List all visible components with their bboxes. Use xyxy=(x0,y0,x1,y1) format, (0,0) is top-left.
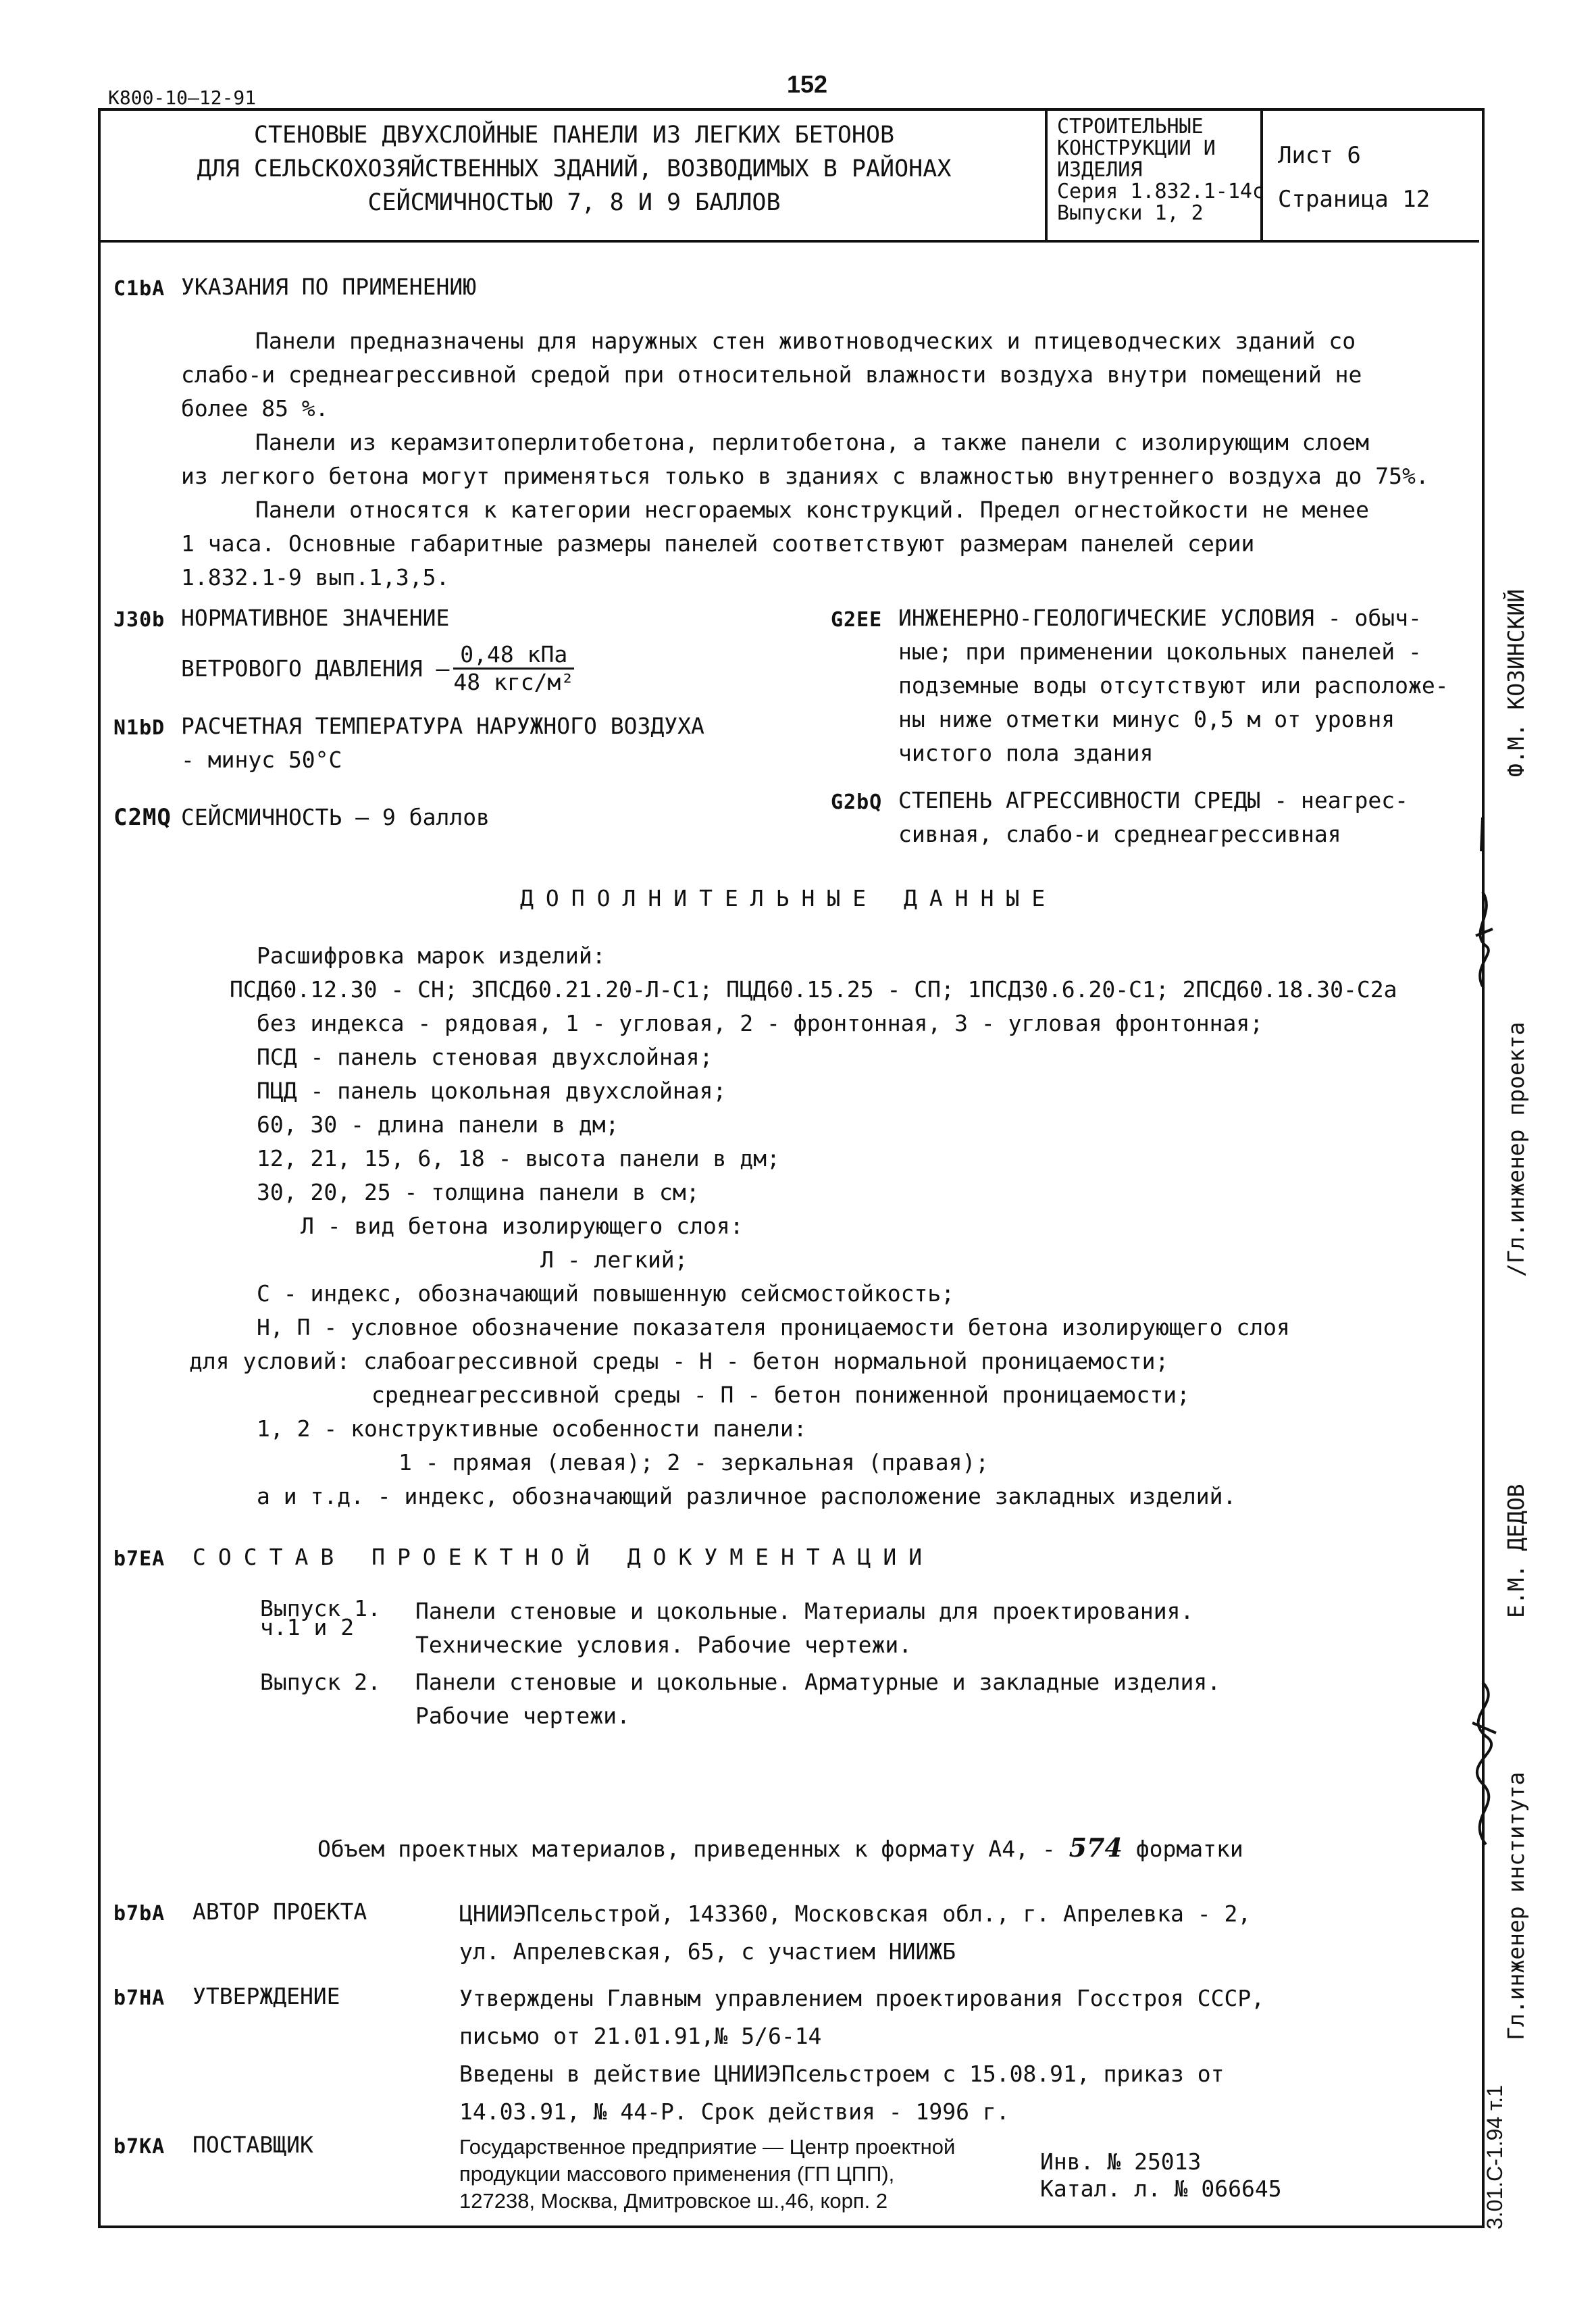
wind-code: J30b xyxy=(113,608,165,632)
section-heading: УКАЗАНИЯ ПО ПРИМЕНЕНИЮ xyxy=(181,274,477,300)
header-category-line: ИЗДЕЛИЯ xyxy=(1057,158,1143,182)
text-line: Панели относятся к категории несгораемых конструкций. Предел огнестойкости не менее xyxy=(255,497,1370,523)
aggressive-code: G2bQ xyxy=(831,790,883,814)
text-line: 30, 20, 25 - толщина панели в см; xyxy=(257,1179,700,1205)
wind-denominator: 48 кгс/м² xyxy=(453,669,575,695)
side-role-2: Гл.инженер института xyxy=(1503,1771,1529,2040)
wind-value xyxy=(181,642,578,695)
supplier-code: b7KA xyxy=(113,2135,165,2159)
text-line: СТЕПЕНЬ АГРЕССИВНОСТИ СРЕДЫ - неагрес- xyxy=(898,787,1408,813)
wind-fraction xyxy=(453,642,574,695)
text-line: 1 часа. Основные габаритные размеры панелей соответствуют размерам панелей серии xyxy=(181,530,1255,557)
approval-label: УТВЕРЖДЕНИЕ xyxy=(192,1983,340,2009)
catalog-number: Катал. л. № 066645 xyxy=(1040,2175,1282,2202)
signature-1 xyxy=(1462,811,1503,993)
text-line: ПСД60.12.30 - СН; 3ПСД60.21.20-Л-С1; ПЦД60.15.25 - СП; 1ПСД30.6.20-С1; 2ПСД60.18.30-С2а xyxy=(230,976,1397,1003)
text-line: ПСД - панель стеновая двухслойная; xyxy=(257,1044,713,1070)
issue-1-text xyxy=(415,1594,1193,1662)
text-line: Панели предназначены для наружных стен животноводческих и птицеводческих зданий со xyxy=(255,328,1356,354)
text-line: подземные воды отсутствуют или расположе- xyxy=(898,672,1449,699)
geology-text xyxy=(898,601,1449,770)
text-line: Панели стеновые и цокольные. Арматурные и закладные изделия. xyxy=(415,1669,1221,1695)
text-line: 60, 30 - длина панели в дм; xyxy=(257,1111,619,1138)
text-line: ПЦД - панель цокольная двухслойная; xyxy=(257,1078,727,1104)
text-line: Н, П - условное обозначение показателя проницаемости бетона изолирующего слоя xyxy=(257,1314,1290,1340)
header-category xyxy=(1057,116,1264,224)
text-line: слабо-и среднеагрессивной средой при относительной влажности воздуха внутри помещений не xyxy=(181,361,1362,388)
text-line: более 85 %. xyxy=(181,395,329,422)
header-title-line: СЕЙСМИЧНОСТЬЮ 7, 8 И 9 БАЛЛОВ xyxy=(367,189,781,216)
additional-list xyxy=(189,939,1397,1513)
issue-label: Выпуск 1. xyxy=(260,1595,381,1621)
text-line: Л - легкий; xyxy=(540,1247,688,1273)
issue-sub: ч.1 и 2 xyxy=(260,1614,355,1640)
text-line: С - индекс, обозначающий повышенную сейсмостойкость; xyxy=(257,1280,955,1307)
text-line: 1, 2 - конструктивные особенности панели: xyxy=(257,1415,807,1442)
text-line: 12, 21, 15, 6, 18 - высота панели в дм; xyxy=(257,1145,780,1172)
text-line: а и т.д. - индекс, обозначающий различное расположение закладных изделий. xyxy=(257,1483,1237,1509)
wind-label: НОРМАТИВНОЕ ЗНАЧЕНИЕ xyxy=(181,605,450,631)
text-line: сивная, слабо-и среднеагрессивная xyxy=(898,821,1341,847)
text-line: Технические условия. Рабочие чертежи. xyxy=(415,1632,912,1658)
wind-label-2: ВЕТРОВОГО ДАВЛЕНИЯ – xyxy=(181,655,450,682)
volume-text: Объем проектных материалов, приведенных к формату А4, - xyxy=(317,1836,1056,1862)
seismic-label: СЕЙСМИЧНОСТЬ – 9 баллов xyxy=(181,804,490,830)
text-line: Утверждены Главным управлением проектирования Госстроя СССР, xyxy=(459,1985,1265,2011)
approval-text xyxy=(459,1980,1264,2131)
text-line: 127238, Москва, Дмитровское ш.,46, корп. 2 xyxy=(459,2189,888,2213)
text-line: среднеагрессивной среды - П - бетон пониженной проницаемости; xyxy=(371,1382,1190,1408)
issue-1-label xyxy=(260,1594,381,1642)
side-role-1: /Гл.инженер проекта xyxy=(1503,1022,1529,1277)
text-line: Государственное предприятие — Центр проектной xyxy=(459,2135,956,2159)
application-text xyxy=(181,324,1429,595)
text-line: письмо от 21.01.91,№ 5/6-14 xyxy=(459,2023,822,2049)
header-title xyxy=(108,118,1040,220)
header-category-line: КОНСТРУКЦИИ И xyxy=(1057,136,1216,160)
text-line: 14.03.91, № 44-Р. Срок действия - 1996 г. xyxy=(459,2098,1010,2125)
header-category-line: Выпуски 1, 2 xyxy=(1057,201,1204,225)
header-category-line: Серия 1.832.1-14с xyxy=(1057,180,1265,203)
text-line: ИНЖЕНЕРНО-ГЕОЛОГИЧЕСКИЕ УСЛОВИЯ - обыч- xyxy=(898,605,1422,631)
temp-code: N1bD xyxy=(113,716,165,740)
sheet-page: Страница 12 xyxy=(1278,186,1431,213)
text-line: Панели из керамзитоперлитобетона, перлитобетона, а также панели с изолирующим слоем xyxy=(255,429,1370,455)
text-line: 1.832.1-9 вып.1,3,5. xyxy=(181,564,450,590)
additional-heading: ДОПОЛНИТЕЛЬНЫЕ ДАННЫЕ xyxy=(520,885,1058,911)
author-label: АВТОР ПРОЕКТА xyxy=(192,1898,367,1925)
inventory-number: Инв. № 25013 xyxy=(1040,2148,1202,2175)
temp-label: РАСЧЕТНАЯ ТЕМПЕРАТУРА НАРУЖНОГО ВОЗДУХА xyxy=(181,713,704,739)
author-text xyxy=(459,1895,1251,1971)
text-line: Введены в действие ЦНИИЭПсельстроем с 15.08.91, приказ от xyxy=(459,2061,1225,2087)
composition-code: b7EA xyxy=(113,1547,165,1571)
sheet-number: Лист 6 xyxy=(1278,142,1361,169)
signature-2 xyxy=(1456,1676,1510,1851)
header-title-line: ДЛЯ СЕЛЬСКОХОЗЯЙСТВЕННЫХ ЗДАНИЙ, ВОЗВОДИМЫХ В РАЙОНАХ xyxy=(197,155,952,182)
text-line: ул. Апрелевская, 65, с участием НИИЖБ xyxy=(459,1938,956,1965)
header-divider-1 xyxy=(1045,108,1048,240)
text-line: из легкого бетона могут применяться только в зданиях с влажностью внутреннего воздуха до 75%. xyxy=(181,463,1429,489)
text-line: чистого пола здания xyxy=(898,740,1154,766)
text-line: ны ниже отметки минус 0,5 м от уровня xyxy=(898,706,1395,732)
aggressive-text xyxy=(898,784,1408,851)
text-line: для условий: слабоагрессивной среды - Н - бетон нормальной проницаемости; xyxy=(189,1348,1169,1374)
approval-code: b7HA xyxy=(113,1986,165,2010)
section-code: C1bA xyxy=(113,277,165,301)
text-line: Л - вид бетона изолирующего слоя: xyxy=(301,1213,744,1239)
supplier-label: ПОСТАВЩИК xyxy=(192,2132,313,2158)
text-line: ЦНИИЭПсельстрой, 143360, Московская обл., г. Апрелевка - 2, xyxy=(459,1901,1252,1927)
inventory-info xyxy=(1040,2148,1282,2203)
text-line: 1 - прямая (левая); 2 - зеркальная (правая); xyxy=(398,1449,989,1476)
header-title-line: СТЕНОВЫЕ ДВУХСЛОЙНЫЕ ПАНЕЛИ ИЗ ЛЕГКИХ БЕТОНОВ xyxy=(253,122,895,149)
supplier-text xyxy=(459,2134,955,2215)
temp-value: - минус 50°С xyxy=(181,747,342,773)
page-number: 152 xyxy=(787,70,828,98)
side-name-1: Ф.М. КОЗИНСКИЙ xyxy=(1503,588,1529,777)
text-line: Панели стеновые и цокольные. Материалы для проектирования. xyxy=(415,1598,1194,1624)
volume-line xyxy=(317,1831,1243,1866)
volume-unit: форматки xyxy=(1135,1836,1243,1862)
seismic-code: C2MQ xyxy=(113,804,172,831)
document-code: К800-10—12-91 xyxy=(108,86,257,109)
geology-code: G2EE xyxy=(831,608,883,632)
text-line: ные; при применении цокольных панелей - xyxy=(898,638,1422,665)
text-line: без индекса - рядовая, 1 - угловая, 2 - фронтонная, 3 - угловая фронтонная; xyxy=(257,1010,1264,1036)
text-line: Рабочие чертежи. xyxy=(415,1703,630,1729)
composition-heading: СОСТАВ ПРОЕКТНОЙ ДОКУМЕНТАЦИИ xyxy=(192,1544,935,1570)
text-line: продукции массового применения (ГП ЦПП), xyxy=(459,2162,895,2186)
issue-2-label: Выпуск 2. xyxy=(260,1669,381,1695)
issue-2-text xyxy=(415,1665,1220,1733)
side-name-2: Е.М. ДЕДОВ xyxy=(1503,1484,1529,1618)
wind-numerator: 0,48 кПа xyxy=(453,642,574,670)
volume-number: 574 xyxy=(1069,1832,1123,1863)
side-stamp: 3.01.С-1.94 т.1 xyxy=(1483,2085,1507,2230)
header-category-line: СТРОИТЕЛЬНЫЕ xyxy=(1057,115,1204,139)
author-code: b7bA xyxy=(113,1902,165,1926)
text-line: Расшифровка марок изделий: xyxy=(257,942,606,969)
